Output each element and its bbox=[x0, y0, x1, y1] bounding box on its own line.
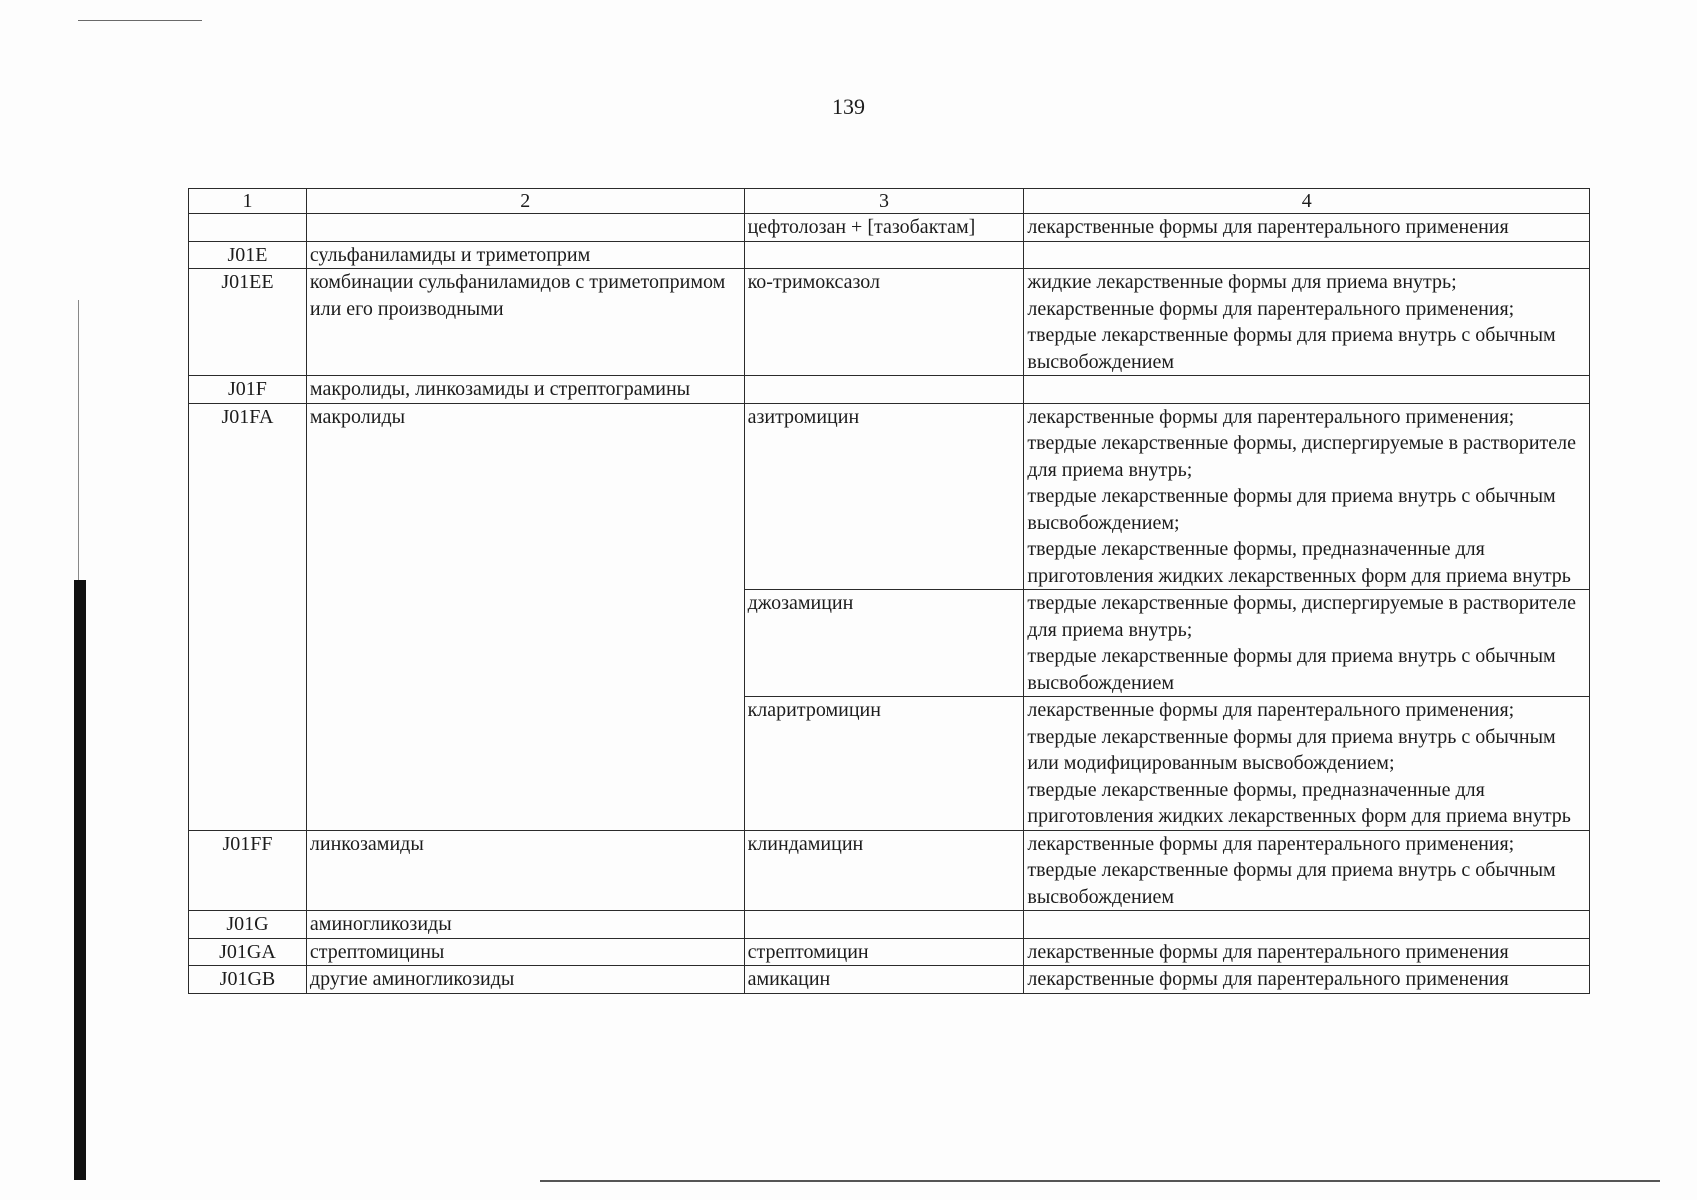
atc-code-cell: J01G bbox=[189, 911, 307, 939]
forms-cell bbox=[1024, 911, 1590, 939]
group-cell: другие аминогликозиды bbox=[306, 966, 744, 994]
atc-code-cell bbox=[189, 214, 307, 242]
atc-code-cell: J01GA bbox=[189, 938, 307, 966]
form-line: лекарственные формы для парентерального применения; bbox=[1027, 405, 1515, 428]
form-line: жидкие лекарственные формы для приема внутрь; bbox=[1027, 271, 1457, 293]
drug-cell: ко-тримоксазол bbox=[744, 269, 1024, 376]
group-cell: аминогликозиды bbox=[306, 911, 744, 939]
group-cell: комбинации сульфаниламидов с триметопримом или его производными bbox=[306, 269, 744, 376]
header-cell: 2 bbox=[306, 189, 744, 214]
header-cell: 3 bbox=[744, 189, 1024, 214]
scan-bar-left bbox=[74, 580, 86, 1180]
drug-cell: клиндамицин bbox=[744, 830, 1024, 911]
table-row bbox=[189, 214, 1590, 242]
form-line: твердые лекарственные формы для приема внутрь с обычным высвобождением bbox=[1027, 324, 1556, 373]
scan-line-bottom bbox=[540, 1180, 1660, 1182]
forms-cell bbox=[1024, 403, 1590, 590]
group-cell: макролиды, линкозамиды и стрептограмины bbox=[306, 376, 744, 404]
table-row bbox=[189, 241, 1590, 269]
group-cell bbox=[306, 214, 744, 242]
scan-line-left bbox=[78, 300, 79, 580]
form-line: лекарственные формы для парентерального применения; bbox=[1027, 832, 1515, 855]
drug-cell bbox=[744, 241, 1024, 269]
form-line: твердые лекарственные формы для приема внутрь с обычным высвобождением; bbox=[1027, 485, 1556, 534]
group-cell: макролиды bbox=[306, 403, 744, 830]
atc-code-cell: J01EE bbox=[189, 269, 307, 376]
forms-cell bbox=[1024, 830, 1590, 911]
form-line: твердые лекарственные формы, предназначенные для приготовления жидких лекарственных форм для приема внутрь bbox=[1027, 538, 1571, 587]
forms-cell bbox=[1024, 697, 1590, 831]
table-row bbox=[189, 376, 1590, 404]
drug-cell: кларитромицин bbox=[744, 697, 1024, 831]
form-line: твердые лекарственные формы для приема внутрь с обычным высвобождением bbox=[1027, 645, 1556, 694]
form-line: лекарственные формы для парентерального применения bbox=[1027, 968, 1509, 990]
drug-cell: джозамицин bbox=[744, 590, 1024, 697]
table-row bbox=[189, 403, 1590, 590]
forms-cell bbox=[1024, 590, 1590, 697]
drug-cell: азитромицин bbox=[744, 403, 1024, 590]
group-cell: линкозамиды bbox=[306, 830, 744, 911]
table-row bbox=[189, 269, 1590, 376]
form-line: твердые лекарственные формы для приема внутрь с обычным высвобождением bbox=[1027, 859, 1556, 908]
forms-cell bbox=[1024, 966, 1590, 994]
group-cell: стрептомицины bbox=[306, 938, 744, 966]
drug-cell bbox=[744, 376, 1024, 404]
table-row bbox=[189, 966, 1590, 994]
table-row bbox=[189, 830, 1590, 911]
atc-code-cell: J01F bbox=[189, 376, 307, 404]
header-cell: 4 bbox=[1024, 189, 1590, 214]
table-row bbox=[189, 938, 1590, 966]
page-number: 139 bbox=[832, 94, 865, 119]
atc-code-cell: J01GB bbox=[189, 966, 307, 994]
form-line: твердые лекарственные формы, предназначенные для приготовления жидких лекарственных форм для приема внутрь bbox=[1027, 778, 1571, 827]
table-row bbox=[189, 911, 1590, 939]
atc-code-cell: J01FA bbox=[189, 403, 307, 830]
forms-cell bbox=[1024, 241, 1590, 269]
atc-code-cell: J01E bbox=[189, 241, 307, 269]
forms-cell bbox=[1024, 938, 1590, 966]
drug-cell: стрептомицин bbox=[744, 938, 1024, 966]
form-line: лекарственные формы для парентерального применения; bbox=[1027, 297, 1515, 320]
forms-cell bbox=[1024, 269, 1590, 376]
form-line: твердые лекарственные формы, диспергируемые в растворителе для приема внутрь; bbox=[1027, 432, 1577, 481]
drug-cell bbox=[744, 911, 1024, 939]
form-line: твердые лекарственные формы для приема внутрь с обычным или модифицированным высвобождением; bbox=[1027, 725, 1556, 774]
drug-cell: цефтолозан + [тазобактам] bbox=[744, 214, 1024, 242]
atc-code-cell: J01FF bbox=[189, 830, 307, 911]
forms-cell bbox=[1024, 376, 1590, 404]
form-line: лекарственные формы для парентерального применения bbox=[1027, 216, 1509, 238]
table-header-row bbox=[189, 189, 1590, 214]
form-line: твердые лекарственные формы, диспергируемые в растворителе для приема внутрь; bbox=[1027, 592, 1577, 641]
header-cell: 1 bbox=[189, 189, 307, 214]
forms-cell bbox=[1024, 214, 1590, 242]
drug-table bbox=[188, 188, 1590, 994]
group-cell: сульфаниламиды и триметоприм bbox=[306, 241, 744, 269]
drug-cell: амикацин bbox=[744, 966, 1024, 994]
form-line: лекарственные формы для парентерального применения; bbox=[1027, 699, 1515, 721]
scan-mark-top bbox=[78, 20, 202, 21]
form-line: лекарственные формы для парентерального применения bbox=[1027, 940, 1509, 963]
